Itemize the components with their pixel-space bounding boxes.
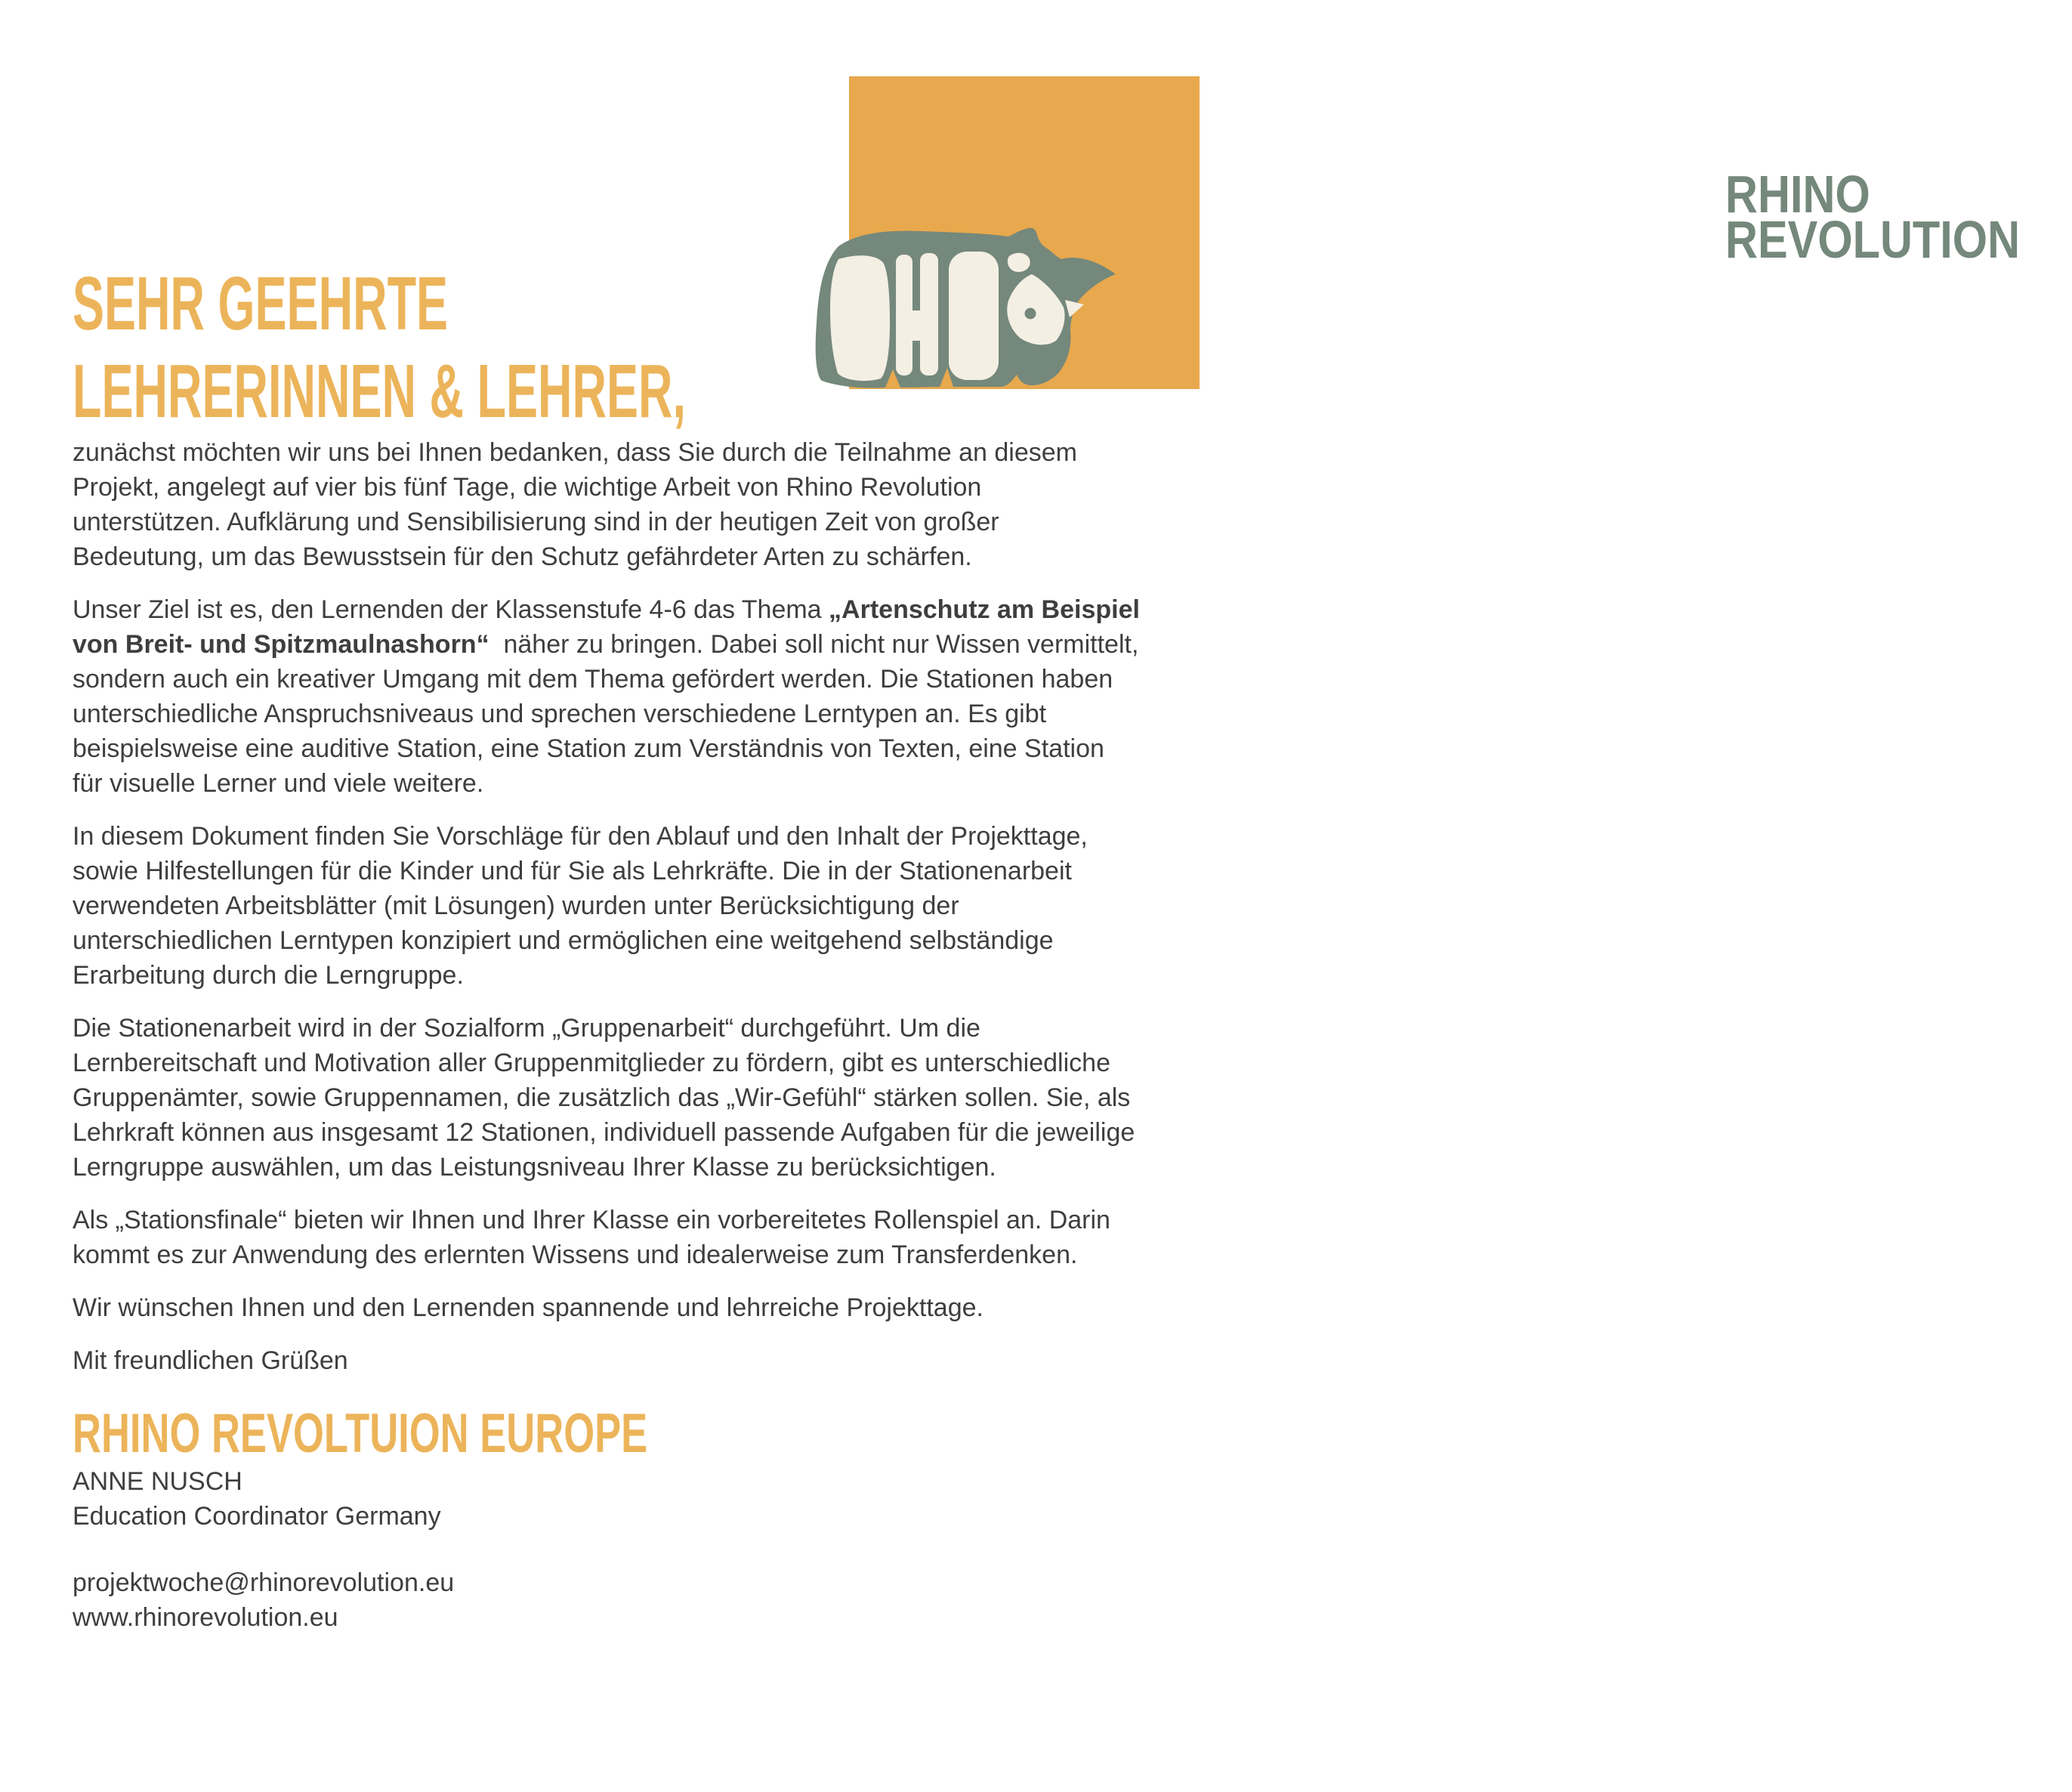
text-line: verwendeten Arbeitsblätter (mit Lösungen) wurden unter Berücksichtigung der <box>73 891 959 920</box>
contact-role: Education Coordinator Germany <box>73 1502 441 1531</box>
paragraph <box>73 819 1213 993</box>
paragraph <box>73 435 1213 574</box>
text-line: Erarbeitung durch die Lerngruppe. <box>73 961 464 990</box>
contact-block <box>73 1565 454 1635</box>
paragraph <box>73 592 1213 801</box>
paragraph <box>73 1290 1213 1325</box>
text-line: Die Stationenarbeit wird in der Sozialform „Gruppenarbeit“ durchgeführt. Um die <box>73 1014 980 1043</box>
page-title-line1: SEHR GEEHRTE <box>73 261 449 346</box>
text-line: kommt es zur Anwendung des erlernten Wissens und idealerweise zum Transferdenken. <box>73 1240 1078 1269</box>
text-line: Unser Ziel ist es, den Lernenden der Klassenstufe 4-6 das Thema „Artenschutz am Beispiel <box>73 595 1140 624</box>
text-line: Gruppenämter, sowie Gruppennamen, die zusätzlich das „Wir-Gefühl“ stärken sollen. Sie, als <box>73 1083 1131 1112</box>
text-line: unterschiedliche Anspruchsniveaus und sprechen verschiedene Lerntypen an. Es gibt <box>73 700 1047 728</box>
contact-email-link[interactable]: projektwoche@rhinorevolution.eu <box>73 1568 455 1597</box>
text-line: von Breit- und Spitzmaulnashorn“ näher zu bringen. Dabei soll nicht nur Wissen vermittelt, <box>73 630 1139 659</box>
text-line: beispielsweise eine auditive Station, eine Station zum Verständnis von Texten, eine Station <box>73 734 1104 763</box>
paragraph <box>73 1203 1213 1272</box>
text-line: für visuelle Lerner und viele weitere. <box>73 769 484 798</box>
contact-website-link[interactable]: www.rhinorevolution.eu <box>73 1603 338 1632</box>
logo-wordmark <box>1725 165 2072 269</box>
logo-wordmark-line2: REVOLUTION <box>1725 210 2021 269</box>
text-line: Lehrkraft können aus insgesamt 12 Stationen, individuell passende Aufgaben für die jeweilige <box>73 1118 1135 1147</box>
paragraph <box>73 1343 1213 1378</box>
text-line: zunächst möchten wir uns bei Ihnen bedanken, dass Sie durch die Teilnahme an diesem <box>73 438 1077 467</box>
text-line: unterschiedlichen Lerntypen konzipiert und ermöglichen eine weitgehend selbständige <box>73 926 1054 955</box>
text-line: Als „Stationsfinale“ bieten wir Ihnen und Ihrer Klasse ein vorbereitetes Rollenspiel an. Darin <box>73 1206 1110 1234</box>
text-line: Mit freundlichen Grüßen <box>73 1346 348 1375</box>
text-line: Lernbereitschaft und Motivation aller Gruppenmitglieder zu fördern, gibt es unterschiedliche <box>73 1049 1110 1077</box>
footer-heading <box>73 1404 871 1464</box>
footer-heading-text: RHINO REVOLTUION EUROPE <box>73 1403 648 1464</box>
signature-block <box>73 1464 441 1534</box>
paragraph <box>73 1011 1213 1185</box>
text-line: Lerngruppe auswählen, um das Leistungsniveau Ihrer Klasse zu berücksichtigen. <box>73 1153 996 1182</box>
text-line: In diesem Dokument finden Sie Vorschläge für den Ablauf und den Inhalt der Projekttage, <box>73 822 1088 851</box>
text-line: Projekt, angelegt auf vier bis fünf Tage, die wichtige Arbeit von Rhino Revolution <box>73 473 982 502</box>
text-line: sondern auch ein kreativer Umgang mit dem Thema gefördert werden. Die Stationen haben <box>73 665 1113 694</box>
text-line: unterstützen. Aufklärung und Sensibilisierung sind in der heutigen Zeit von großer <box>73 508 999 536</box>
page-title <box>73 260 1046 435</box>
letter-body <box>73 435 1213 1396</box>
text-line: Wir wünschen Ihnen und den Lernenden spannende und lehrreiche Projekttage. <box>73 1293 984 1322</box>
text-line: Bedeutung, um das Bewusstsein für den Schutz gefährdeter Arten zu schärfen. <box>73 542 972 571</box>
contact-name: ANNE NUSCH <box>73 1467 242 1496</box>
page-title-line2: LEHRERINNEN & LEHRER, <box>73 349 687 434</box>
logo-wordmark-line1: RHINO <box>1725 165 1870 224</box>
text-line: sowie Hilfestellungen für die Kinder und für Sie als Lehrkräfte. Die in der Stationenarbeit <box>73 857 1072 885</box>
